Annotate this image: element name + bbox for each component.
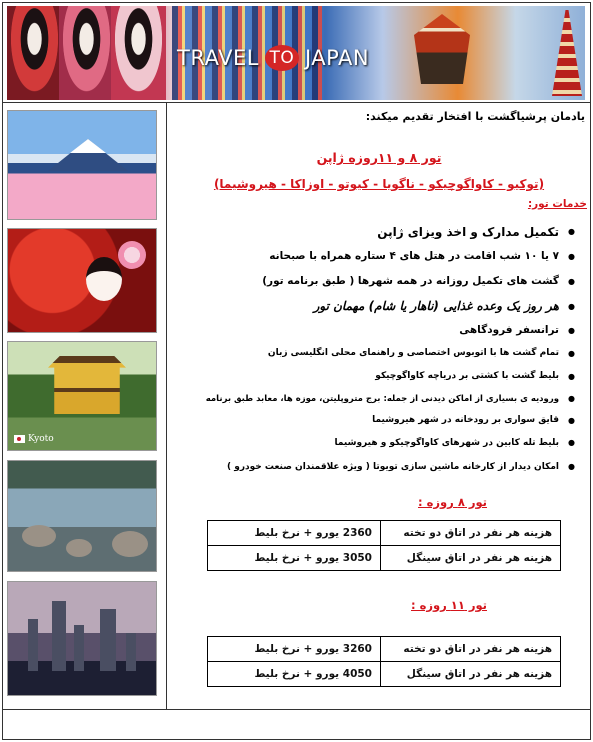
price-label: هزینه هر نفر در اتاق سینگل (381, 546, 561, 571)
geisha-image (7, 6, 62, 100)
geisha-face-shape (86, 257, 122, 301)
column-divider (166, 102, 167, 710)
price-value: 3260 یورو + نرخ بلیط (208, 637, 381, 662)
list-item: ● ترانسفر فرودگاهی (175, 319, 575, 342)
header-banner (7, 6, 585, 100)
pagoda-image (552, 10, 582, 96)
table-row (208, 521, 561, 546)
tour11-heading: تور ۱۱ روزه : (411, 598, 487, 612)
list-item: ● بلیط گشت با کشتی بر دریاچه کاواگوچیکو (175, 365, 575, 388)
flower-shape (118, 241, 146, 269)
logo-to: TO (265, 45, 299, 71)
services-list (175, 220, 575, 479)
intro-text: یادمان پرشیاگشت با افتخار تقدیم میکند: (365, 110, 585, 123)
tower-shape (100, 609, 116, 671)
list-item: ● تکمیل مدارک و اخذ ویزای ژاپن (175, 220, 575, 244)
tower-shape (74, 625, 84, 671)
rock-shape (112, 531, 148, 557)
temple-image (407, 14, 477, 84)
tour8-heading: تور ۸ روزه : (418, 495, 487, 509)
list-item: ● گشت های تکمیل روزانه در همه شهرها ( طبق برنامه تور) (175, 269, 575, 294)
list-item: ● قایق سواری بر رودخانه در شهر هیروشیما (175, 410, 575, 431)
table-row (208, 662, 561, 687)
list-item: ● تمام گشت ها با اتوبوس اختصاصی و راهنمای محلی انگلیسی زبان (175, 342, 575, 365)
price-value: 2360 یورو + نرخ بلیط (208, 521, 381, 546)
logo-travel: TRAVEL (177, 46, 259, 70)
tour11-price-table (207, 636, 561, 687)
footer-divider (2, 709, 591, 710)
price-value: 4050 یورو + نرخ بلیط (208, 662, 381, 687)
mount-fuji-photo (7, 110, 157, 220)
banner-divider (2, 102, 591, 103)
price-value: 3050 یورو + نرخ بلیط (208, 546, 381, 571)
logo-japan: JAPAN (304, 46, 370, 70)
travel-to-japan-logo (177, 44, 369, 72)
price-label: هزینه هر نفر در اتاق دو تخته (381, 521, 561, 546)
tour-title: تور ۸ و ۱۱روزه ژاپن (316, 150, 442, 165)
city-skyline-photo (7, 581, 157, 696)
services-heading: خدمات تور: (527, 198, 587, 210)
list-item: ● هر روز یک وعده غذایی (ناهار یا شام) مهمان تور (175, 294, 575, 319)
geisha-image (111, 6, 166, 100)
japan-flag-icon (14, 435, 25, 443)
hot-spring-photo (7, 460, 157, 572)
kinkakuji-photo (7, 341, 157, 451)
list-item: ● ورودیه ی بسیاری از اماکن دیدنی از جمله: برج متروپلیتن، موزه ها، معابد طبق برنامه (175, 388, 575, 410)
tower-shape (52, 601, 66, 671)
kyoto-caption (14, 434, 54, 444)
tower-shape (28, 619, 38, 671)
tower-shape (126, 633, 136, 671)
geisha-umbrella-photo (7, 228, 157, 333)
tour8-price-table (207, 520, 561, 571)
golden-pavilion-shape (48, 356, 126, 414)
list-item: ● امکان دیدار از کارخانه ماشین سازی تویوتا ( ویژه علاقمندان صنعت خودرو ) (175, 455, 575, 479)
table-row (208, 546, 561, 571)
price-label: هزینه هر نفر در اتاق سینگل (381, 662, 561, 687)
table-row (208, 637, 561, 662)
price-label: هزینه هر نفر در اتاق دو تخته (381, 637, 561, 662)
tour-route: (توکیو - کاواگوچیکو - ناگویا - کیوتو - اوزاکا - هیروشیما) (213, 177, 545, 191)
snow-cap-shape (70, 139, 106, 153)
list-item: ● ۷ یا ۱۰ شب اقامت در هتل های ۴ ستاره همراه با صبحانه (175, 244, 575, 269)
geisha-image (59, 6, 114, 100)
rock-shape (66, 539, 92, 557)
list-item: ● بلیط تله کابین در شهرهای کاواگوچیکو و هیروشیما (175, 431, 575, 455)
kyoto-caption-text: Kyoto (28, 434, 54, 444)
rock-shape (22, 525, 56, 547)
